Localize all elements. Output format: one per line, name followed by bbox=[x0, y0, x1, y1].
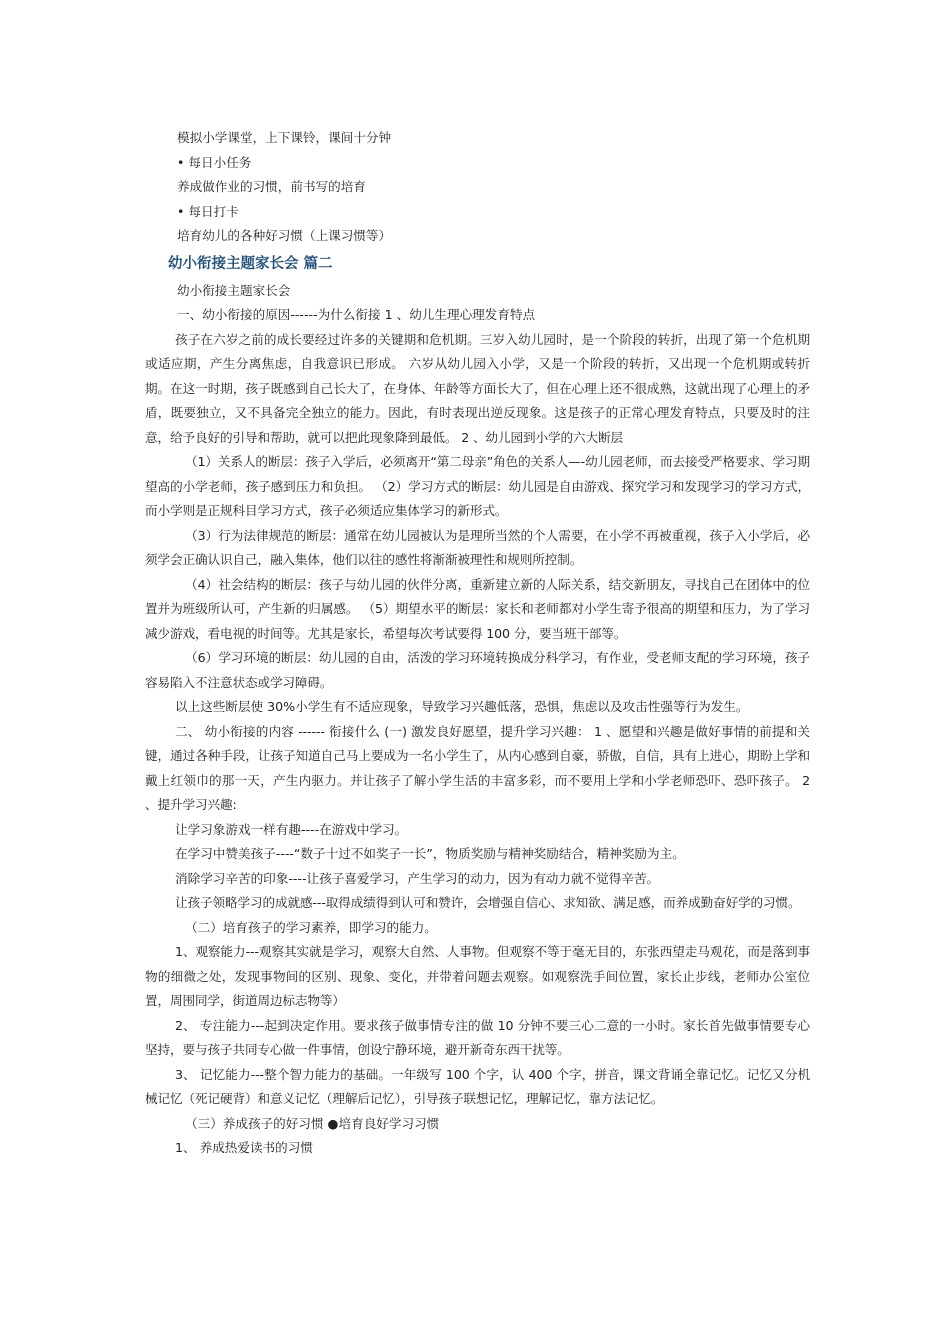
paragraph: （4）社会结构的断层：孩子与幼儿园的伙伴分离，重新建立新的人际关系，结交新朋友，寻找自己在团体中的位置并为班级所认可，产生新的归属感。 （5）期望水平的断层：家长和老师都对小学生寄予很高的期望和压力，为了学习减少游戏，看电视的时间等。尤其是家长，希望每次考试要得 100 分，要当班干部等。 bbox=[145, 576, 810, 641]
paragraph: （3）行为法律规范的断层：通常在幼儿园被认为是理所当然的个人需要，在小学不再被重视，孩子入小学后，必须学会正确认识自己，融入集体，他们以往的感性将渐渐被理性和规则所控制。 bbox=[145, 527, 810, 567]
paragraph: 让孩子领略学习的成就感---取得成绩得到认可和赞许，会增强自信心、求知欲、满足感，而养成勤奋好学的习惯。 bbox=[175, 895, 801, 910]
paragraph: 在学习中赞美孩子----“数子十过不如奖子一长”，物质奖励与精神奖励结合，精神奖励为主。 bbox=[175, 846, 685, 861]
paragraph: 让学习象游戏一样有趣----在游戏中学习。 bbox=[175, 821, 408, 837]
intro-line: 养成做作业的习惯，前书写的培育 bbox=[177, 179, 366, 194]
paragraph: 3、 记忆能力---整个智力能力的基础。一年级写 100 个字，认 400 个字，拼音，课文背诵全靠记忆。记忆又分机械记忆（死记硬背）和意义记忆（理解后记忆），引导孩子联想记忆，理解记忆，靠方法记忆。 bbox=[145, 1066, 810, 1106]
paragraph: 1、 养成热爱读书的习惯 bbox=[175, 1140, 313, 1155]
intro-bullet: • 每日打卡 bbox=[177, 203, 239, 219]
paragraph: （三）养成孩子的好习惯 ●培育良好学习习惯 bbox=[185, 1115, 440, 1131]
paragraph: （1）关系人的断层：孩子入学后，必须离开“第二母亲”角色的关系人—-幼儿园老师，而去接受严格要求、学习期望高的小学老师，孩子感到压力和负担。 （2）学习方式的断层：幼儿园是自由游戏、探究学习和发现学习的学习方式，而小学则是正规科目学习方式，孩子必须适应集体学习的新形式。 bbox=[145, 454, 810, 518]
paragraph: 二、 幼小衔接的内容 ------ 衔接什么 (一) 激发良好愿望，提升学习兴趣： 1 、愿望和兴趣是做好事情的前提和关键，通过各种手段，让孩子知道自己马上要成为一名小学生了，从内心感到自豪，骄傲，自信，具有上进心，期盼上学和戴上红领巾的那一天，产生内驱力。并让孩子了解小学生活的丰富多彩，而不要用上学和小学老师恐吓、恐吓孩子。 2 、提升学习兴趣: bbox=[145, 723, 810, 812]
paragraph: 一、幼小衔接的原因------为什么衔接 1 、幼儿生理心理发育特点 bbox=[177, 307, 536, 322]
intro-bullet: • 每日小任务 bbox=[177, 154, 252, 170]
intro-line: 模拟小学课堂，上下课铃，课间十分钟 bbox=[177, 130, 392, 145]
section-subtitle: 幼小衔接主题家长会 bbox=[177, 282, 291, 298]
paragraph: （6）学习环境的断层：幼儿园的自由，活泼的学习环境转换成分科学习，有作业，受老师支配的学习环境，孩子容易陷入不注意状态或学习障碍。 bbox=[145, 650, 810, 690]
section-heading: 幼小衔接主题家长会 篇二 bbox=[168, 255, 333, 272]
intro-line: 培育幼儿的各种好习惯（上课习惯等） bbox=[177, 228, 392, 243]
paragraph: 1、观察能力---观察其实就是学习，观察大自然、人事物。但观察不等于毫无目的，东张西望走马观花，而是落到事物的细微之处，发现事物间的区别、现象、变化，并带着问题去观察。如观察洗手间位置，家长止步线，老师办公室位置，周围同学，街道周边标志物等） bbox=[145, 944, 810, 1008]
paragraph: 孩子在六岁之前的成长要经过许多的关键期和危机期。三岁入幼儿园时，是一个阶段的转折，出现了第一个危机期或适应期，产生分离焦虑，自我意识已形成。 六岁从幼儿园入小学，又是一个阶段的转折，又出现一个危机期或转折期。在这一时期，孩子既感到自己长大了，在身体、年龄等方面长大了，但在心理上还不很成熟，这就出现了心理上的矛盾，既要独立，又不具备完全独立的能力。因此，有时表现出逆反现象。这是孩子的正常心理发育特点，只要及时的注意，给予良好的引导和帮助，就可以把此现象降到最低。 2 、幼儿园到小学的六大断层 bbox=[145, 331, 810, 445]
paragraph: （二）培育孩子的学习素养，即学习的能力。 bbox=[185, 919, 437, 935]
paragraph: 消除学习辛苦的印象----让孩子喜爱学习，产生学习的动力，因为有动力就不觉得辛苦。 bbox=[175, 870, 660, 886]
paragraph: 2、 专注能力---起到决定作用。要求孩子做事情专注的做 10 分钟不要三心二意的一小时。家长首先做事情要专心坚持，要与孩子共同专心做一件事情，创设宁静环境，避开新奇东西干扰等。 bbox=[145, 1017, 810, 1057]
paragraph: 以上这些断层使 30%小学生有不适应现象，导致学习兴趣低落，恐惧，焦虑以及攻击性强等行为发生。 bbox=[175, 699, 749, 714]
